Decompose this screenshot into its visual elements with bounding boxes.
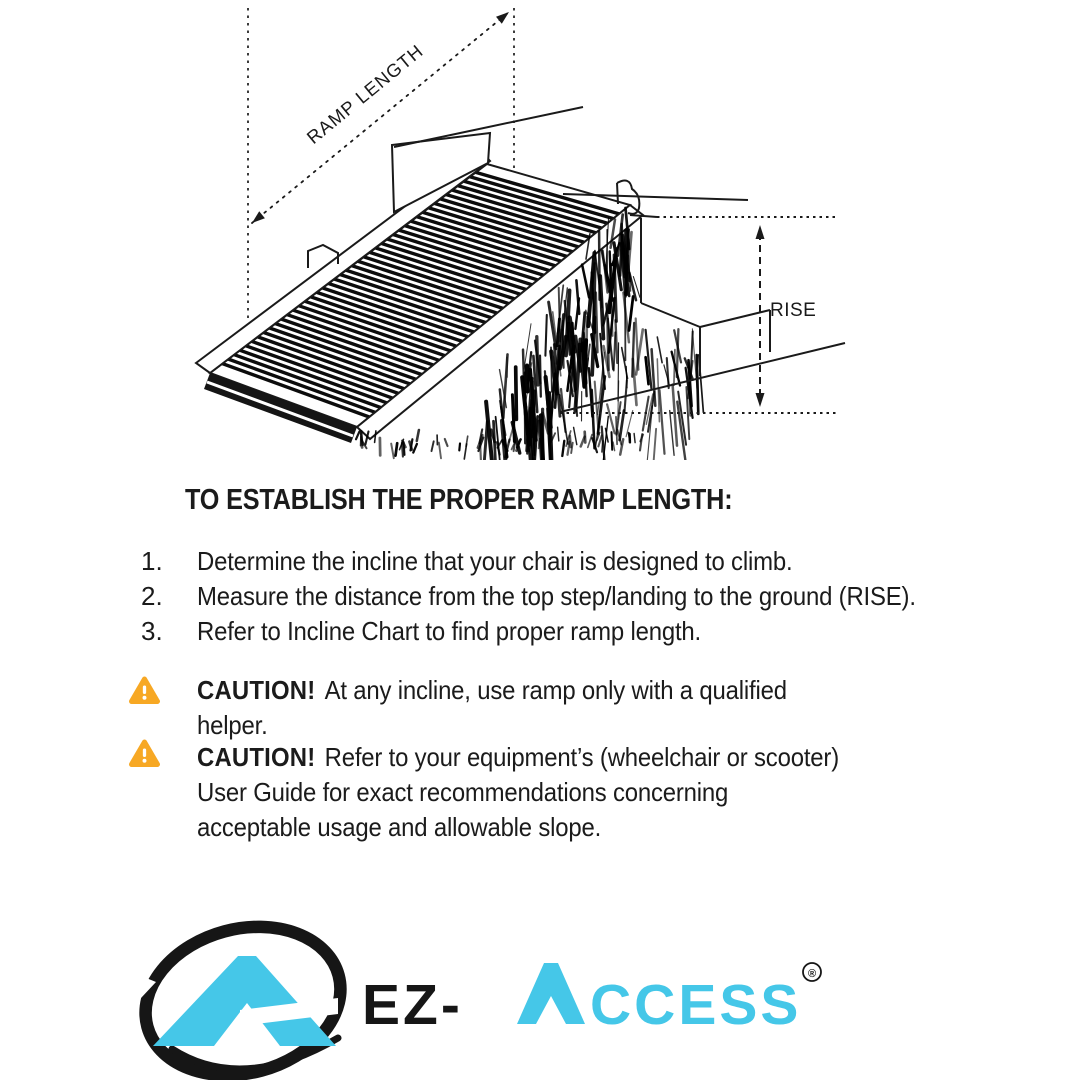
logo-text-ez: EZ- <box>362 973 463 1037</box>
page-title: TO ESTABLISH THE PROPER RAMP LENGTH: <box>185 484 733 516</box>
step-text: Determine the incline that your chair is designed to climb. <box>197 546 793 576</box>
caution-text: At any incline, use ramp only with a qualified <box>324 675 787 705</box>
logo-text-access: CCESS <box>590 973 802 1037</box>
logo-access-letter-a-mark <box>517 963 585 1024</box>
warning-triangle-icon <box>129 676 160 704</box>
step-text: Measure the distance from the top step/landing to the ground (RISE). <box>197 581 916 611</box>
step-item <box>0 546 1080 580</box>
caution-text: helper. <box>197 710 268 740</box>
rise-arrowhead-up-icon <box>756 225 765 239</box>
ez-access-logo <box>120 900 880 1080</box>
caution-line <box>197 675 787 706</box>
step-item <box>0 581 1080 615</box>
arrowhead-down-icon <box>252 211 265 223</box>
rise-label: RISE <box>770 300 817 321</box>
ramp-length-label: RAMP LENGTH <box>302 39 428 148</box>
step-text: Refer to Incline Chart to find proper ramp length. <box>197 616 702 646</box>
warning-triangle-icon <box>129 739 160 767</box>
caution-text: User Guide for exact recommendations concerning <box>197 777 729 807</box>
step-number: 1. <box>141 546 163 576</box>
caution-line <box>197 812 601 843</box>
caution-line <box>197 742 839 773</box>
step-number: 3. <box>141 616 163 646</box>
caution-text: acceptable usage and allowable slope. <box>197 812 602 842</box>
ramp-diagram <box>0 0 1080 460</box>
caution-text: Refer to your equipment’s (wheelchair or scooter) <box>324 742 839 772</box>
registered-trademark-letter: ® <box>807 968 817 980</box>
logo-triangle-mark <box>153 956 336 1046</box>
step-item <box>0 616 1080 650</box>
caution-line <box>197 777 728 808</box>
rise-arrowhead-down-icon <box>756 393 765 407</box>
caution-line <box>197 710 268 741</box>
caution-label: CAUTION! <box>197 742 316 772</box>
step-number: 2. <box>141 581 163 611</box>
arrowhead-up-icon <box>496 12 509 24</box>
caution-label: CAUTION! <box>197 675 316 705</box>
